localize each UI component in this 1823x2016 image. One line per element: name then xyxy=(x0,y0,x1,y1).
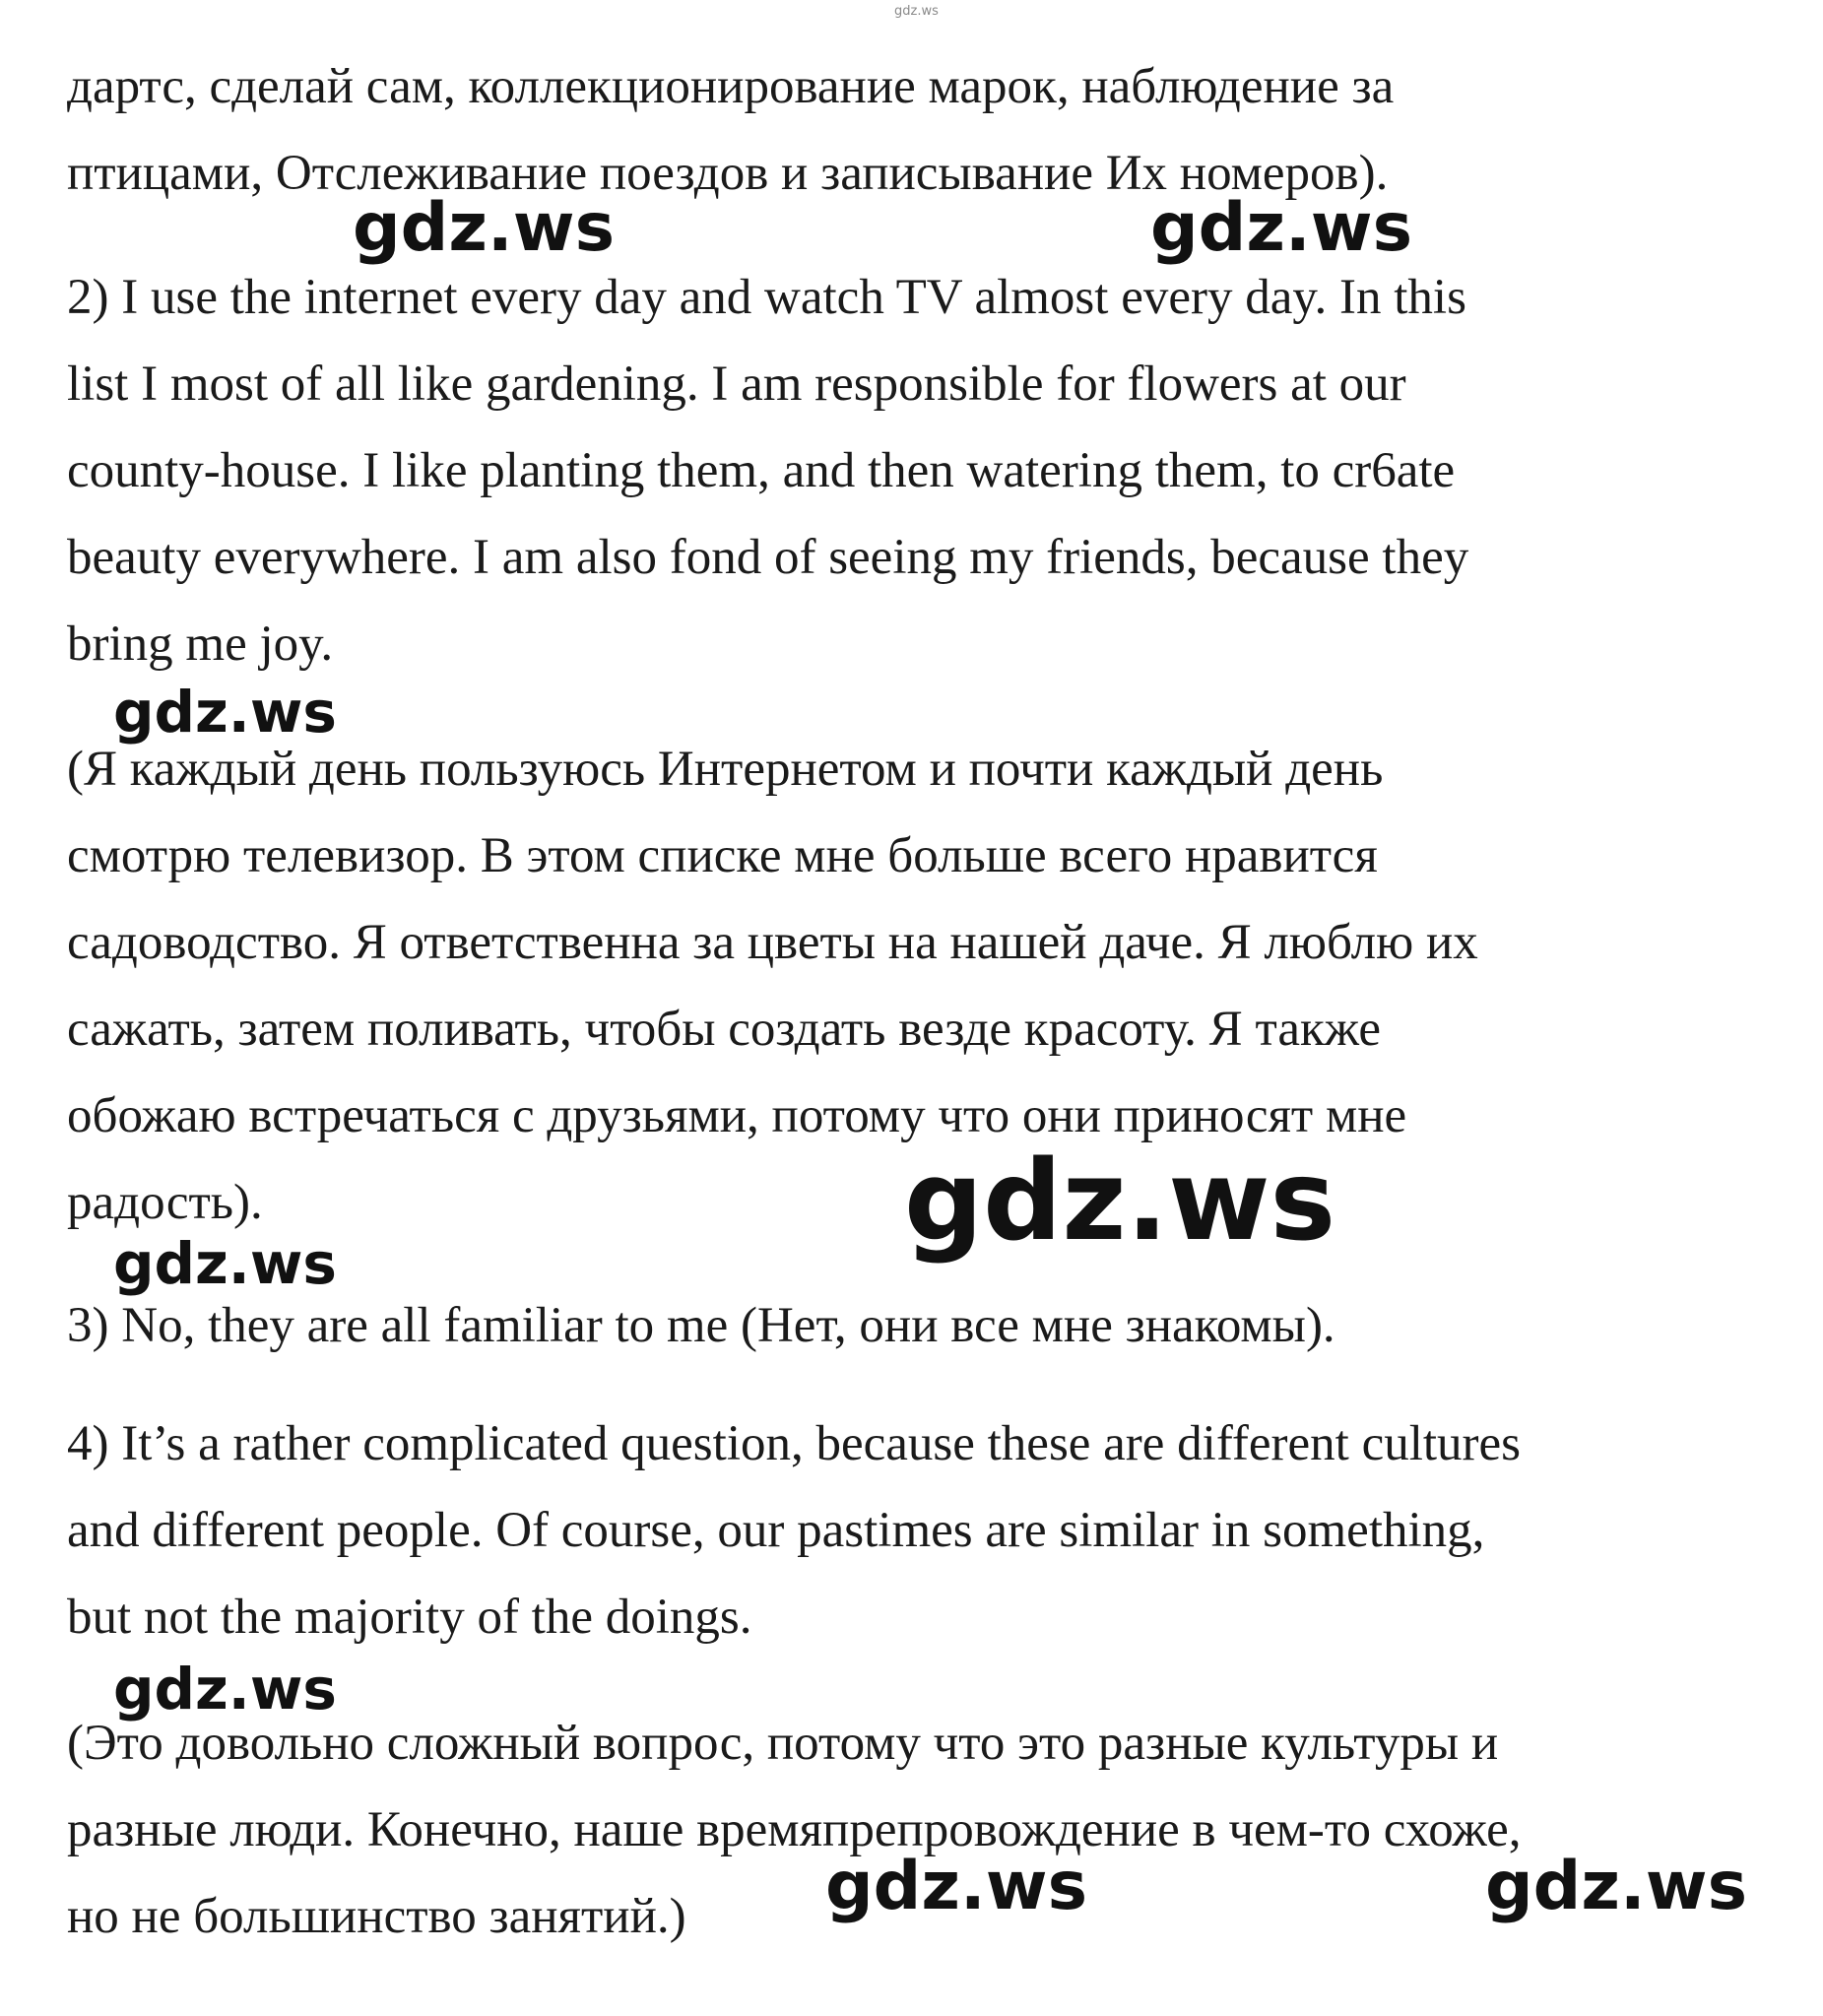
text-line: beauty everywhere. I am also fond of seeing my friends, because they xyxy=(67,530,1469,585)
text-line: дартс, сделай сам, коллекционирование марок, наблюдение за xyxy=(67,59,1395,114)
top-watermark: gdz.ws xyxy=(894,4,939,19)
text-line: (Я каждый день пользуюсь Интернетом и почти каждый день xyxy=(67,742,1384,797)
watermark: gdz.ws xyxy=(904,1138,1336,1266)
text-line: 4) It’s a rather complicated question, because these are different cultures xyxy=(67,1416,1522,1471)
watermark: gdz.ws xyxy=(113,679,337,746)
watermark: gdz.ws xyxy=(113,1230,337,1297)
text-line: смотрю телевизор. В этом списке мне больше всего нравится xyxy=(67,828,1378,883)
text-line: радость). xyxy=(67,1175,263,1230)
text-line: (Это довольно сложный вопрос, потому что это разные культуры и xyxy=(67,1716,1499,1771)
text-line: county-house. I like planting them, and then watering them, to cr6ate xyxy=(67,443,1456,498)
text-line: обожаю встречаться с друзьями, потому что они приносят мне xyxy=(67,1088,1407,1143)
text-line: and different people. Of course, our pastimes are similar in something, xyxy=(67,1503,1485,1558)
text-line: разные люди. Конечно, наше времяпрепровождение в чем-то схоже, xyxy=(67,1802,1522,1857)
text-line: list I most of all like gardening. I am responsible for flowers at our xyxy=(67,357,1406,412)
text-line: bring me joy. xyxy=(67,617,334,672)
text-line: но не большинство занятий.) xyxy=(67,1889,686,1944)
watermark: gdz.ws xyxy=(353,189,616,267)
text-line: сажать, затем поливать, чтобы создать везде красоту. Я также xyxy=(67,1002,1381,1057)
watermark: gdz.ws xyxy=(1150,189,1413,267)
watermark: gdz.ws xyxy=(113,1656,337,1723)
text-line: 2) I use the internet every day and watch TV almost every day. In this xyxy=(67,270,1466,325)
text-line: but not the majority of the doings. xyxy=(67,1590,752,1645)
text-line: птицами, Отслеживание поездов и записывание Их номеров). xyxy=(67,146,1389,201)
paragraph-answer-4-english xyxy=(67,1400,1781,1660)
watermark: gdz.ws xyxy=(825,1848,1088,1925)
paragraph-answer-2-english xyxy=(67,254,1781,687)
text-line: садоводство. Я ответственна за цветы на нашей даче. Я люблю их xyxy=(67,915,1478,970)
paragraph-hobbies-continued xyxy=(67,43,1781,217)
watermark: gdz.ws xyxy=(1485,1848,1748,1925)
text-line: 3) No, they are all familiar to me (Нет, они все мне знакомы). xyxy=(67,1298,1335,1353)
